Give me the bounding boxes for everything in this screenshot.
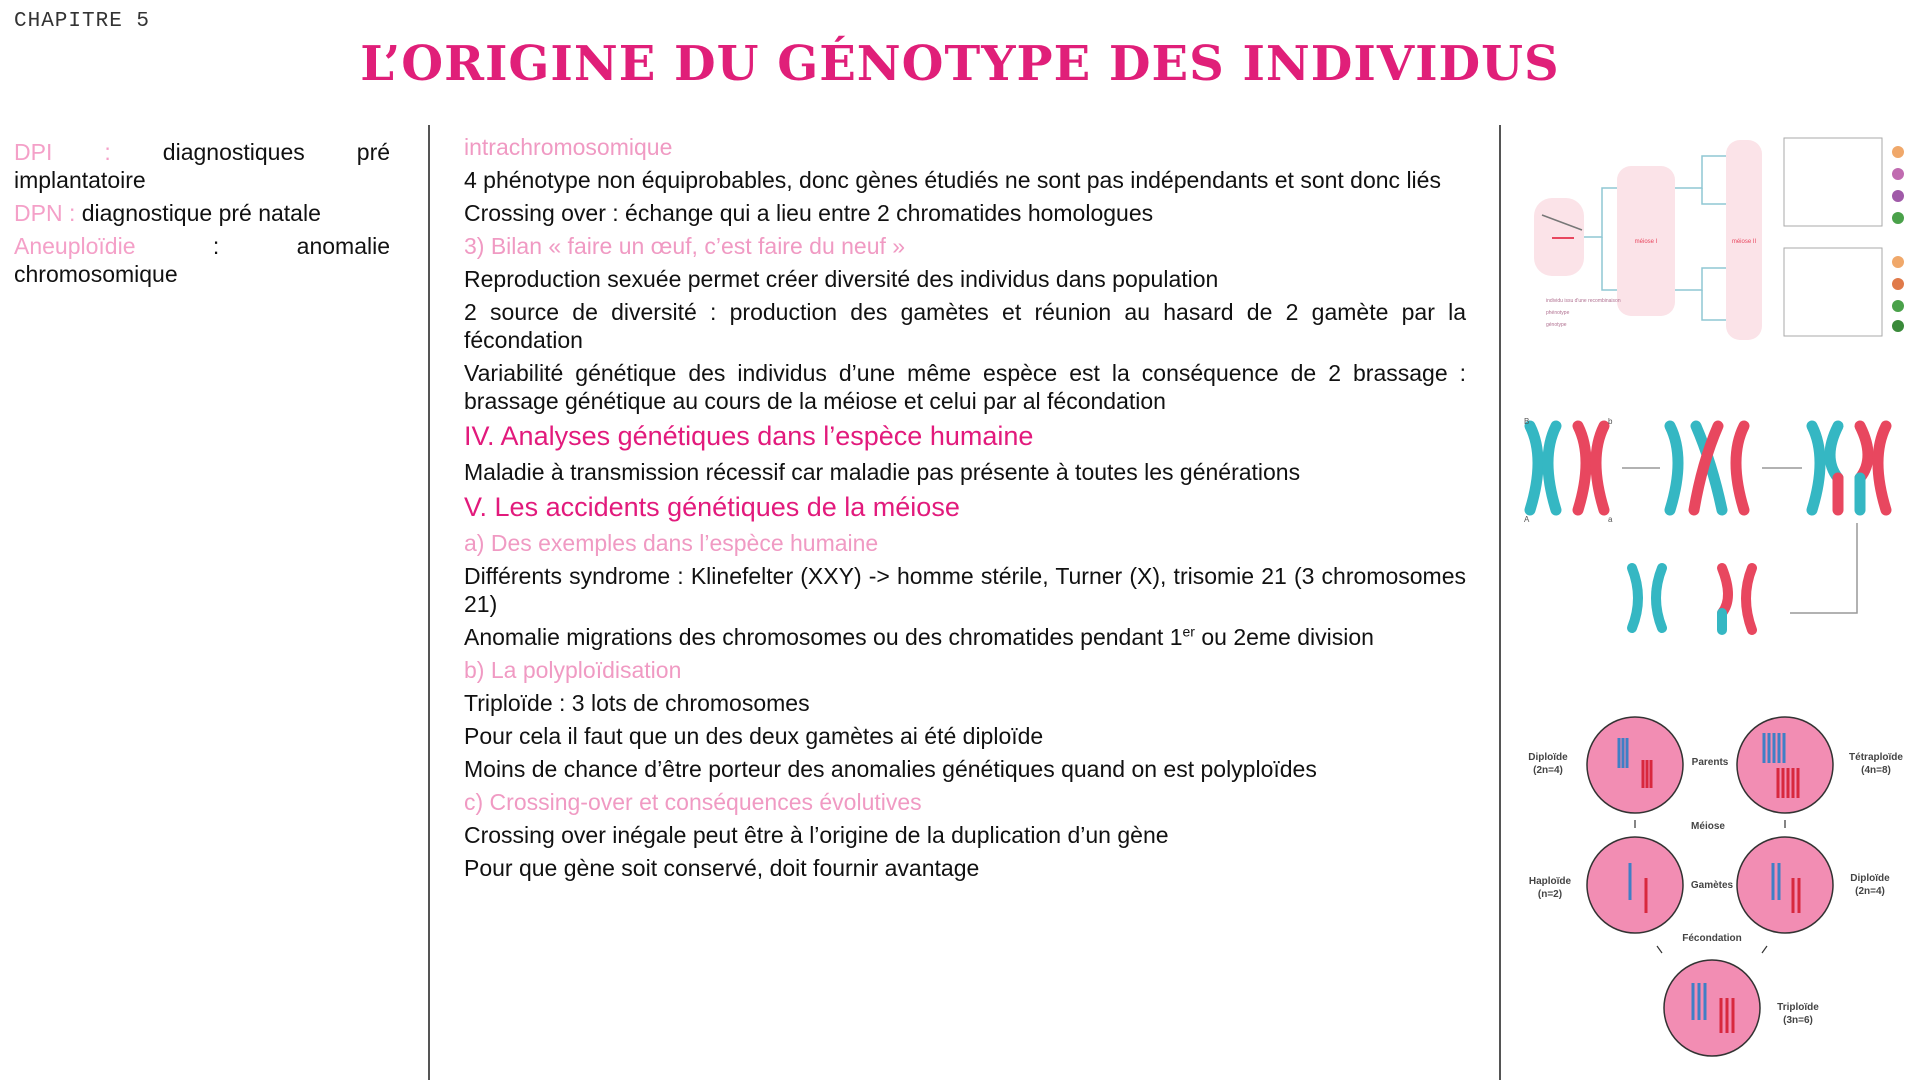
def-dpn: diagnostique pré natale bbox=[81, 200, 321, 226]
crossing-over-figure bbox=[1512, 418, 1912, 668]
allele-label-a-lower: a bbox=[1608, 515, 1613, 524]
term-dpn: DPN : bbox=[14, 200, 76, 226]
subheading-a: a) Des exemples dans l’espèce humaine bbox=[464, 530, 879, 556]
haploid-gamete-cell bbox=[1587, 837, 1683, 933]
right-divider bbox=[1499, 125, 1501, 1080]
anomalie-superscript: er bbox=[1182, 623, 1195, 640]
glossary-dpn bbox=[14, 199, 390, 227]
meiosis-legend bbox=[1546, 298, 1621, 328]
label-parents: Parents bbox=[1691, 757, 1729, 768]
term-dpi-sep: : bbox=[104, 139, 111, 165]
def-aneuploidie-rest: chromosomique bbox=[14, 261, 178, 287]
glossary bbox=[14, 138, 390, 293]
term-aneuploidie: Aneuploïdie bbox=[14, 233, 136, 259]
def-dpi-rest: implantatoire bbox=[14, 167, 146, 193]
paragraph-crossing: Crossing over : échange qui a lieu entre 2 chromatides homologues bbox=[464, 200, 1154, 226]
homologue-pair-3 bbox=[1812, 426, 1886, 510]
page-title: L’ORIGINE DU GÉNOTYPE DES INDIVIDUS bbox=[360, 36, 1560, 92]
term-dpi: DPI bbox=[14, 139, 53, 165]
label-triploid: Triploïde bbox=[1777, 1002, 1819, 1013]
diploid-gamete-cell bbox=[1737, 837, 1833, 933]
def-aneuploidie-first: anomalie bbox=[296, 233, 391, 259]
tetraploid-parent-cell bbox=[1737, 717, 1833, 813]
allele-label-b-upper: B bbox=[1524, 418, 1530, 426]
label-diploid-bottom-n: (2n=4) bbox=[1855, 886, 1885, 897]
subheading-bilan: 3) Bilan « faire un œuf, c’est faire du neuf » bbox=[464, 233, 906, 259]
chapter-label: CHAPITRE 5 bbox=[14, 10, 151, 33]
paragraph-inegale: Crossing over inégale peut être à l’origine de la duplication d’un gène bbox=[464, 822, 1169, 848]
glossary-dpi bbox=[14, 138, 390, 194]
paragraph-conserve: Pour que gène soit conservé, doit fournir avantage bbox=[464, 855, 980, 881]
section-heading-iv: IV. Analyses génétiques dans l’espèce humaine bbox=[464, 421, 1034, 451]
recombined-chromatids bbox=[1632, 568, 1752, 630]
anomalie-text-end: ou 2eme division bbox=[1194, 624, 1374, 650]
allele-label-a-upper: A bbox=[1524, 515, 1530, 524]
paragraph-sources: 2 source de diversité : production des gamètes et réunion au hasard de 2 gamète par la fécondation bbox=[464, 299, 1466, 353]
paragraph-triploide: Triploïde : 3 lots de chromosomes bbox=[464, 690, 810, 716]
def-dpi-first: diagnostiques bbox=[162, 139, 305, 165]
label-tetraploid-n: (4n=8) bbox=[1861, 765, 1891, 776]
phenotype-markers bbox=[1892, 146, 1904, 332]
subheading-c: c) Crossing-over et conséquences évolutives bbox=[464, 789, 922, 815]
label-triploid-n: (3n=6) bbox=[1783, 1015, 1813, 1026]
allele-label-b-lower: b bbox=[1608, 418, 1613, 426]
term-aneuploidie-sep: : bbox=[212, 233, 220, 259]
legend-recombinaison: individu issu d'une recombinaison bbox=[1546, 298, 1621, 304]
diploid-parent-cell bbox=[1587, 717, 1683, 813]
paragraph-maladie: Maladie à transmission récessif car maladie pas présente à toutes les générations bbox=[464, 459, 1301, 485]
label-gametes: Gamètes bbox=[1690, 880, 1734, 891]
polyploidy-figure bbox=[1512, 708, 1912, 1073]
label-diploid-top: Diploïde bbox=[1528, 752, 1568, 763]
label-haploid-n: (n=2) bbox=[1537, 889, 1563, 900]
paragraph-phenotype: 4 phénotype non équiprobables, donc gènes étudiés ne sont pas indépendants et sont donc liés bbox=[464, 167, 1441, 193]
label-diploid-bottom: Diploïde bbox=[1850, 873, 1890, 884]
meiosis-one-label: méiose I bbox=[1634, 239, 1658, 245]
subheading-b: b) La polyploïdisation bbox=[464, 657, 682, 683]
homologue-pair-2 bbox=[1670, 426, 1744, 510]
meiosis-crossing-figure bbox=[1512, 130, 1912, 350]
legend-phenotype: phénotype bbox=[1546, 310, 1570, 316]
paragraph-syndromes: Différents syndrome : Klinefelter (XXY) -> homme stérile, Turner (X), trisomie 21 (3 chromosomes 21) bbox=[464, 563, 1466, 617]
paragraph-diploide: Pour cela il faut que un des deux gamètes ai été diploïde bbox=[464, 723, 1044, 749]
section-heading-v: V. Les accidents génétiques de la méiose bbox=[464, 492, 960, 522]
glossary-aneuploidie bbox=[14, 232, 390, 288]
main-content bbox=[464, 133, 1466, 887]
homologue-pair-1 bbox=[1530, 426, 1604, 510]
paragraph-reproduction: Reproduction sexuée permet créer diversité des individus dans population bbox=[464, 266, 1219, 292]
label-meiose: Méiose bbox=[1691, 821, 1725, 832]
subheading-intra: intrachromosomique bbox=[464, 134, 673, 160]
label-fecondation: Fécondation bbox=[1682, 933, 1742, 944]
left-divider bbox=[428, 125, 430, 1080]
label-diploid-top-n: (2n=4) bbox=[1533, 765, 1563, 776]
paragraph-anomalie bbox=[464, 623, 1466, 651]
anomalie-text: Anomalie migrations des chromosomes ou des chromatides pendant 1 bbox=[464, 624, 1183, 650]
label-tetraploid: Tétraploïde bbox=[1849, 752, 1903, 763]
label-haploid: Haploïde bbox=[1528, 876, 1572, 887]
meiosis-two-label: méiose II bbox=[1731, 239, 1757, 245]
triploid-cell bbox=[1664, 960, 1760, 1056]
def-dpi-last: pré bbox=[356, 139, 391, 165]
paragraph-moins: Moins de chance d’être porteur des anomalies génétiques quand on est polyploïdes bbox=[464, 756, 1317, 782]
gamete-grid bbox=[1784, 138, 1882, 336]
legend-genotype: génotype bbox=[1546, 322, 1567, 328]
paragraph-variabilite: Variabilité génétique des individus d’une même espèce est la conséquence de 2 brassage : brassage génétique au cours de la méiose et celui par al fécondation bbox=[464, 360, 1466, 414]
